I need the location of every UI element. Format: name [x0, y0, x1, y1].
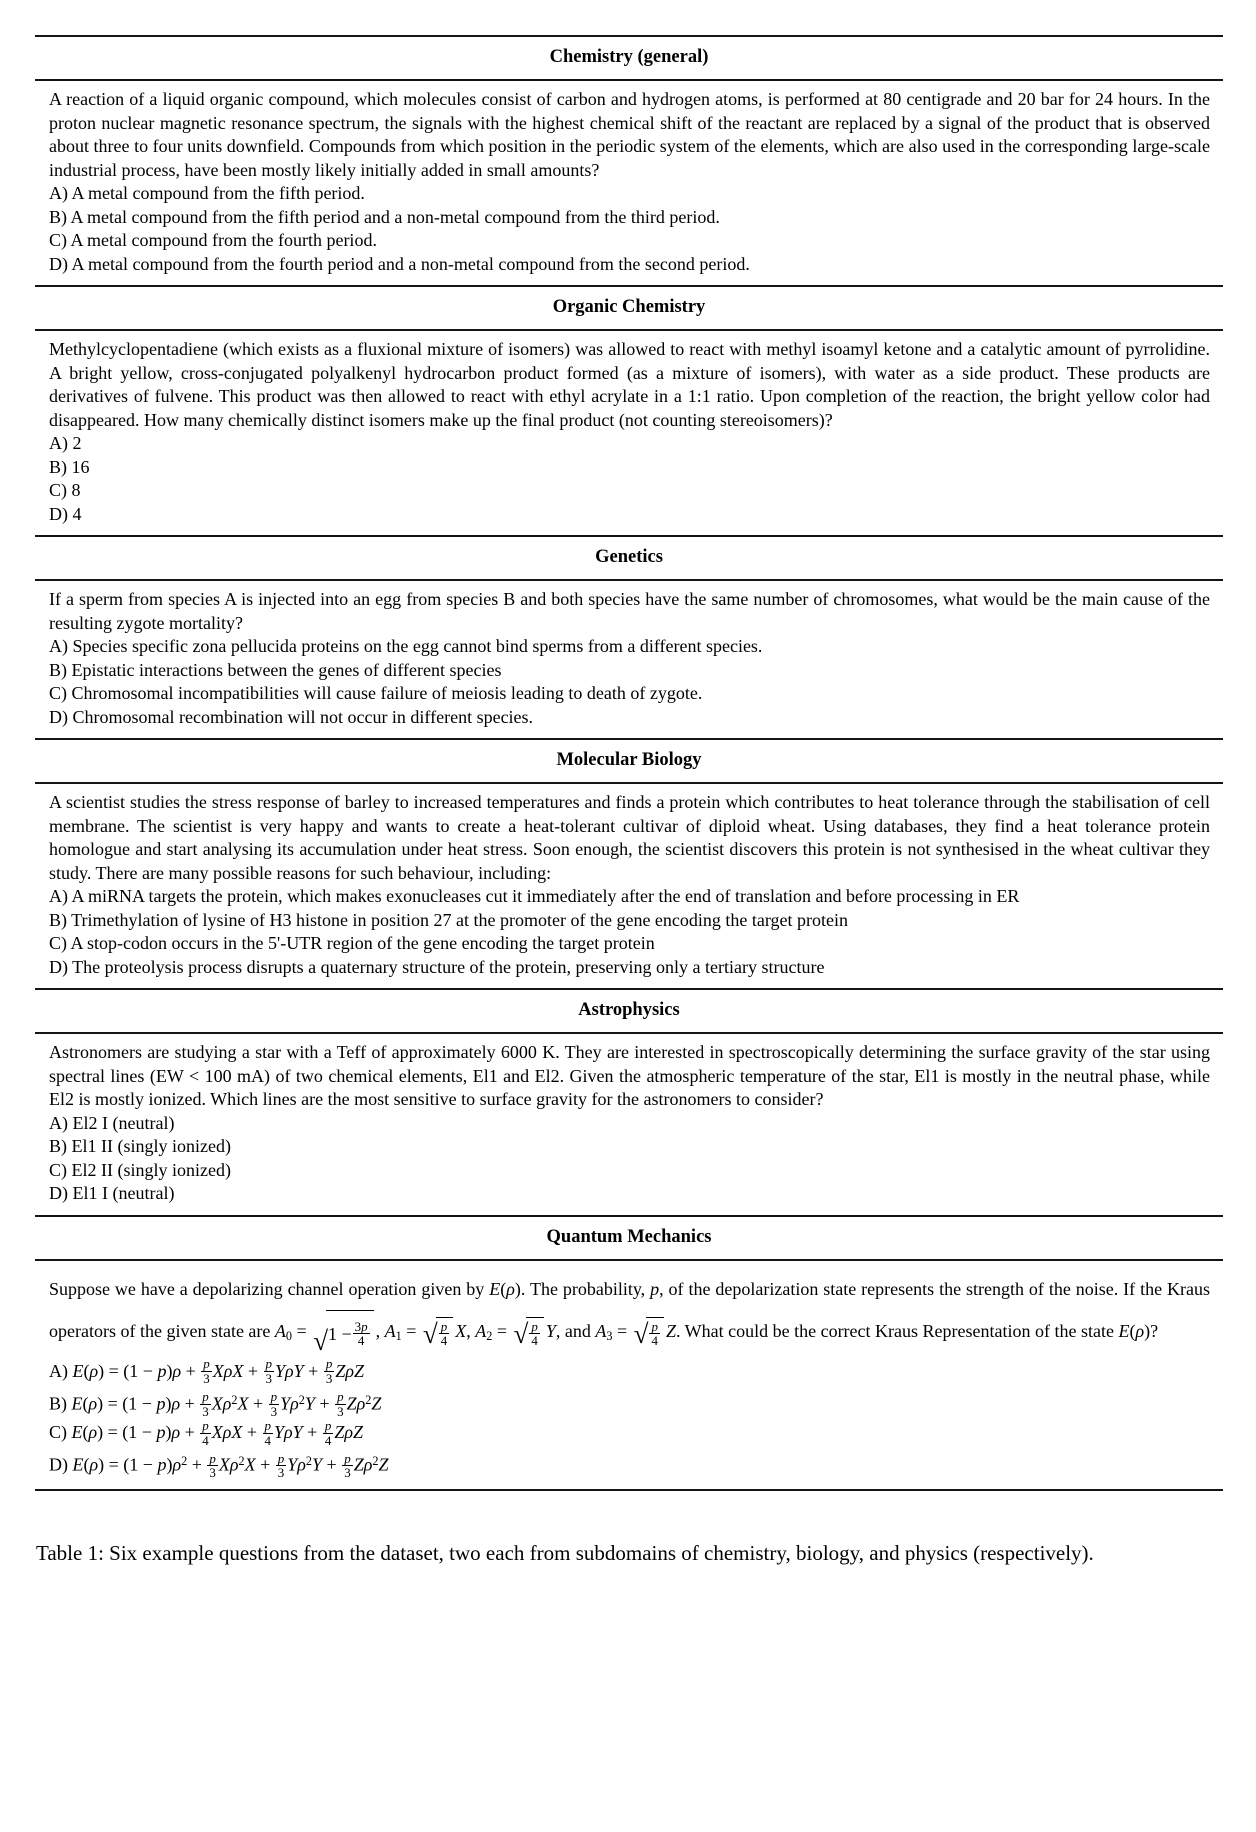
question-text: Astronomers are studying a star with a Teff of approximately 6000 K. They are interested in spectroscopically determining the surface gravity of the star using spectral lines (EW < 100 mA) of two chemical elements, El1 and El2. Given the atmospheric temperature of the star, El1 is mostly in the neutral phase, while El2 is mostly ionized. Which lines are the most sensitive to surface gravity for the astronomers to consider?: [49, 1042, 1210, 1109]
option-c: C) A metal compound from the fourth period.: [49, 230, 377, 250]
option-b: B) Trimethylation of lysine of H3 histone in position 27 at the promoter of the gene encoding the target protein: [49, 909, 849, 930]
option-d: D) $E(\rho) = (1 - p)\rho^2$ + $\frac{p}{3}$ $X\rho^2X$ + $\frac{p}{3}$ $Y\rho^2Y$ + $\frac{p}{3}$ $Z\rho^2Z$: [49, 1450, 389, 1481]
divider-rule: [35, 1489, 1223, 1491]
section-body-chemistry-general: [35, 81, 1223, 285]
option-a: A) E(ρ) = (1 − p)ρ + $\frac{p}{3}$ XρX + $\frac{p}{3}$ YρY + $\frac{p}{3}$ ZρZ: [49, 1356, 364, 1387]
option-c: C) Chromosomal incompatibilities will cause failure of meiosis leading to death of zygote.: [49, 683, 703, 703]
option-a: A) 2: [49, 433, 82, 453]
option-a: A) El2 I (neutral): [49, 1112, 175, 1133]
option-d: D) A metal compound from the fourth period and a non-metal compound from the second period.: [49, 253, 750, 274]
option-d: D) The proteolysis process disrupts a quaternary structure of the protein, preserving only a tertiary structure: [49, 956, 825, 977]
question-text: A scientist studies the stress response of barley to increased temperatures and finds a protein which contributes to heat tolerance through the stabilisation of cell membrane. The scientist is very happy and wants to create a heat-tolerant cultivar of diploid wheat. Using databases, they find a heat tolerance protein homologue and start analysing its accumulation under heat stress. Soon enough, the scientist discovers this protein is not synthesised in the wheat cultivar they study. There are many possible reasons for such behaviour, including:: [49, 792, 1210, 883]
section-title-astrophysics: Astrophysics: [578, 1000, 680, 1020]
question-text: If a sperm from species A is injected into an egg from species B and both species have the same number of chromosomes, what would be the main cause of the resulting zygote mortality?: [49, 589, 1210, 633]
option-c: C) E(ρ) = (1 − p)ρ + $\frac{p}{4}$ XρX + $\frac{p}{4}$ YρY + $\frac{p}{4}$ ZρZ: [49, 1418, 363, 1448]
question-text: Suppose we have a depolarizing channel operation given by E(ρ). The probability, p, of the depolarization state represents the strength of the noise. If the Kraus operators of the given state are $A_0$ = √ 1 − $\frac{3p}{4}$ , $A_1$ = √ $\frac{p}{4}$ X, $A_2$ = √ $\frac{p}{4}$ Y, and $A_3$ = √ $\frac{p}{4}$ Z. What could be the correct Kraus Representation of the state E(ρ)?: [49, 1278, 1210, 1356]
section-title-molecular-biology: Molecular Biology: [556, 750, 702, 770]
option-b: B) El1 II (singly ionized): [49, 1136, 231, 1156]
question-text: Methylcyclopentadiene (which exists as a fluxional mixture of isomers) was allowed to react with methyl isoamyl ketone and a catalytic amount of pyrrolidine. A bright yellow, cross-conjugated polyalkenyl hydrocarbon product formed (as a mixture of isomers), with water as a side product. These products are derivatives of fulvene. This product was then allowed to react with ethyl acrylate in a 1:1 ratio. Upon completion of the reaction, the bright yellow color had disappeared. How many chemically distinct isomers make up the final product (not counting stereoisomers)?: [49, 339, 1210, 430]
option-a: A) A miRNA targets the protein, which makes exonucleases cut it immediately after the end of translation and before processing in ER: [49, 886, 1020, 906]
option-c: C) El2 II (singly ionized): [49, 1159, 231, 1180]
option-b: B) Epistatic interactions between the genes of different species: [49, 659, 502, 680]
option-d: D) El1 I (neutral): [49, 1183, 175, 1203]
section-body-organic-chemistry: [35, 331, 1223, 535]
example-questions-table: [35, 35, 1223, 1491]
option-b: B) E(ρ) = (1 − p)ρ + $\frac{p}{3}$ $X\rho^2X$ + $\frac{p}{3}$ $Y\rho^2Y$ + $\frac{p}{3}$ $Z\rho^2Z$: [49, 1388, 382, 1419]
section-title-organic-chemistry: Organic Chemistry: [552, 297, 706, 317]
option-a: A) Species specific zona pellucida proteins on the egg cannot bind sperms from a different species.: [49, 636, 763, 656]
option-c: C) 8: [49, 480, 81, 500]
option-d: D) Chromosomal recombination will not occur in different species.: [49, 706, 534, 727]
option-b: B) A metal compound from the fifth period and a non-metal compound from the third period.: [49, 206, 720, 227]
option-d: D) 4: [49, 503, 82, 524]
section-body-molecular-biology: [35, 784, 1223, 988]
question-text: A reaction of a liquid organic compound, which molecules consist of carbon and hydrogen atoms, is performed at 80 centigrade and 20 bar for 24 hours. In the proton nuclear magnetic resonance spectrum, the signals with the highest chemical shift of the reactant are replaced by a signal of the product that is observed about three to four units downfield. Compounds from which position in the periodic system of the elements, which are also used in the corresponding large-scale industrial process, have been mostly likely initially added in small amounts?: [49, 89, 1210, 180]
section-body-astrophysics: [35, 1034, 1223, 1215]
section-body-genetics: [35, 581, 1223, 738]
option-a: A) A metal compound from the fifth period.: [49, 183, 365, 203]
table-caption: Table 1: Six example questions from the dataset, two each from subdomains of chemistry, biology, and physics (respectively).: [36, 1540, 1094, 1565]
section-body-quantum-mechanics: [35, 1261, 1223, 1489]
option-c: C) A stop-codon occurs in the 5'-UTR region of the gene encoding the target protein: [49, 933, 655, 953]
section-title-chemistry-general: Chemistry (general): [549, 47, 709, 67]
section-title-quantum-mechanics: Quantum Mechanics: [546, 1226, 712, 1247]
section-title-genetics: Genetics: [595, 547, 663, 567]
option-b: B) 16: [49, 456, 90, 477]
